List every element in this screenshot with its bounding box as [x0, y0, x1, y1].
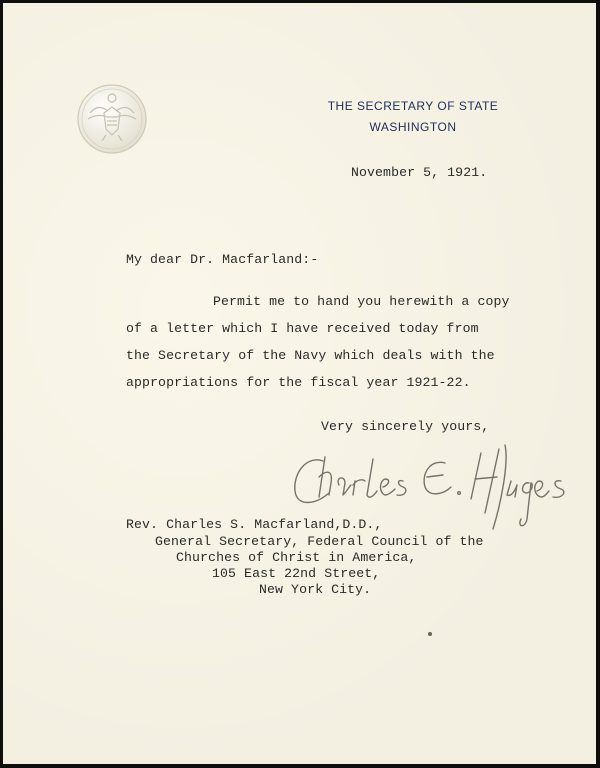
body-line: of a letter which I have received today from: [126, 321, 479, 336]
salutation: My dear Dr. Macfarland:-: [126, 252, 319, 267]
addressee-name: Rev. Charles S. Macfarland,D.D.,: [126, 517, 383, 532]
addressee-street: 105 East 22nd Street,: [212, 566, 381, 581]
body-line: appropriations for the fiscal year 1921-22.: [126, 375, 471, 390]
addressee-org: Churches of Christ in America,: [176, 550, 417, 565]
letter-date: November 5, 1921.: [351, 165, 488, 180]
paper-speck: [428, 632, 432, 636]
addressee-title: General Secretary, Federal Council of the: [155, 534, 484, 549]
body-line: Permit me to hand you herewith a copy: [213, 294, 510, 309]
closing: Very sincerely yours,: [321, 419, 490, 434]
addressee-city: New York City.: [259, 582, 372, 597]
body-line: the Secretary of the Navy which deals with the: [126, 348, 495, 363]
letterhead-title: THE SECRETARY OF STATE: [327, 99, 499, 113]
letter-page: [3, 3, 596, 764]
letterhead-city: WASHINGTON: [369, 120, 457, 134]
great-seal-embossed-icon: [76, 83, 148, 155]
